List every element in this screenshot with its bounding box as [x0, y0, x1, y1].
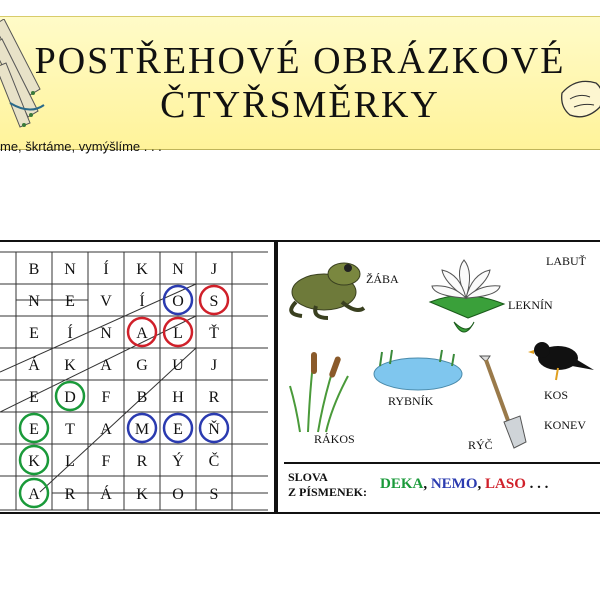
example-word: , [477, 476, 486, 492]
grid-letter[interactable]: N [100, 325, 112, 342]
grid-letter[interactable]: E [29, 325, 39, 342]
grid-letter[interactable]: L [173, 325, 183, 342]
grid-letter[interactable]: N [172, 261, 184, 278]
grid-letter[interactable]: B [28, 261, 40, 278]
grid-letter[interactable]: L [65, 453, 75, 470]
grid-letter[interactable]: Č [208, 453, 220, 470]
label-rybnik: RYBNÍK [388, 394, 434, 408]
grid-letter[interactable]: G [136, 357, 148, 374]
label-rakos: RÁKOS [314, 432, 355, 446]
grid-letter[interactable]: J [210, 357, 218, 374]
grid-letter[interactable]: A [100, 421, 112, 438]
words-box-label-line-1: SLOVA [288, 470, 328, 484]
grid-letter[interactable]: Í [103, 261, 109, 278]
words-box-label [288, 470, 367, 500]
example-words [380, 476, 548, 493]
title-line-2: ČTYŘSMĚRKY [160, 84, 440, 126]
example-word: NEMO [430, 476, 478, 492]
grid-letter[interactable]: E [65, 293, 75, 310]
letter-grid [0, 242, 276, 516]
grid-letter[interactable]: Á [28, 357, 40, 374]
words-box-label-line-2: Z PÍSMENEK: [288, 485, 368, 499]
grid-letter[interactable]: M [134, 421, 150, 438]
grid-letter[interactable]: O [172, 486, 184, 503]
grid-letter[interactable]: H [172, 389, 184, 406]
grid-letter[interactable]: Ý [172, 453, 184, 470]
label-ryc: RÝČ [468, 438, 493, 452]
grid-letter[interactable]: R [136, 453, 148, 470]
grid-letter[interactable]: K [28, 453, 40, 470]
strike-line [0, 242, 56, 252]
label-kos: KOS [544, 388, 569, 402]
grid-letter[interactable]: K [136, 261, 148, 278]
grid-letter[interactable]: A [136, 325, 148, 342]
grid-letter[interactable]: Á [100, 486, 112, 503]
spade-icon [474, 352, 534, 452]
grid-letter[interactable]: K [136, 486, 148, 503]
header-banner [0, 16, 600, 154]
letter-grid-panel [0, 240, 276, 514]
label-leknin: LEKNÍN [508, 298, 553, 312]
example-word: LASO [485, 476, 526, 492]
strike-line [0, 242, 20, 252]
example-word: , [423, 476, 431, 492]
grid-letter[interactable]: S [209, 293, 219, 310]
grid-letter[interactable]: Ť [209, 325, 219, 342]
grid-letter[interactable]: E [173, 421, 183, 438]
grid-letter[interactable]: T [65, 421, 75, 438]
grid-letter[interactable]: N [64, 261, 76, 278]
grid-letter[interactable]: R [64, 486, 76, 503]
strike-line [0, 242, 200, 252]
grid-letter[interactable]: U [172, 357, 184, 374]
reeds-icon [288, 346, 358, 436]
water-lily-icon [424, 252, 508, 342]
grid-letter[interactable]: F [101, 389, 111, 406]
grid-letter[interactable]: D [64, 389, 76, 406]
grid-letter[interactable]: O [172, 293, 184, 310]
words-box [284, 462, 600, 508]
blackbird-icon [528, 336, 598, 386]
grid-letter[interactable]: A [100, 357, 112, 374]
grid-letter[interactable]: N [28, 293, 40, 310]
pond-icon [370, 346, 466, 392]
grid-letter[interactable]: Í [139, 293, 145, 310]
frog-icon [282, 252, 372, 322]
strike-line [0, 242, 20, 252]
grid-letter[interactable]: S [209, 486, 219, 503]
grid-letter[interactable]: V [100, 293, 112, 310]
grid-letter[interactable]: Í [67, 325, 73, 342]
grid-letter[interactable]: B [136, 389, 148, 406]
example-word: . . . [525, 476, 549, 492]
grid-letter[interactable]: J [210, 261, 218, 278]
grid-letter[interactable]: E [29, 421, 39, 438]
subtitle: me, škrtáme, vymýšlíme . . . [0, 139, 162, 154]
example-word: DEKA [380, 476, 424, 492]
grid-letter[interactable]: Ň [208, 421, 220, 438]
grid-letter[interactable]: F [101, 453, 111, 470]
grid-letter[interactable]: R [208, 389, 220, 406]
grid-letter[interactable]: K [64, 357, 76, 374]
title-line-1: POSTŘEHOVÉ OBRÁZKOVÉ [34, 40, 566, 82]
label-labut: LABUŤ [546, 254, 586, 268]
label-zaba: ŽÁBA [366, 272, 399, 286]
label-konev: KONEV [544, 418, 586, 432]
grid-letter[interactable]: E [29, 389, 39, 406]
picture-panel [276, 240, 600, 514]
grid-letter[interactable]: A [28, 486, 40, 503]
